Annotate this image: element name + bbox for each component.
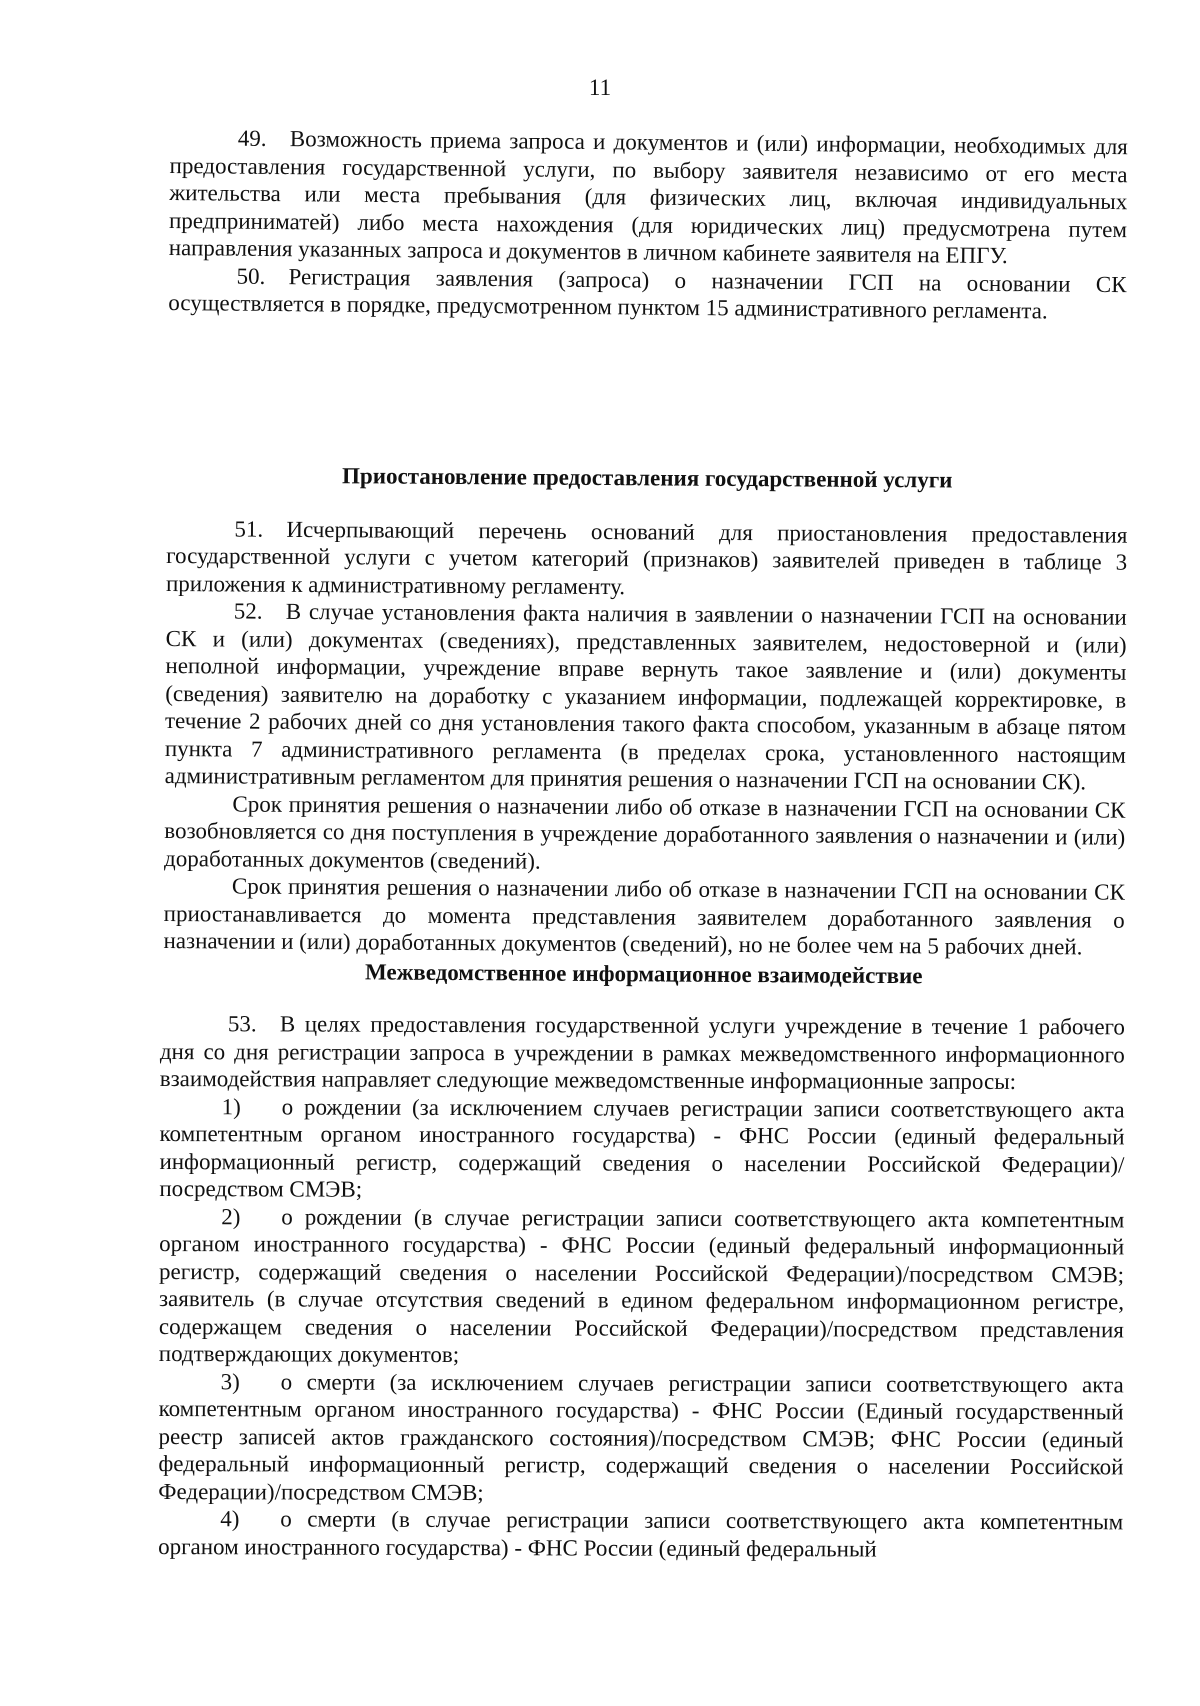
list-item-number: 3) [220, 1368, 240, 1394]
section-heading: Межведомственное информационное взаимодействие [364, 958, 923, 988]
list-item [158, 1367, 1123, 1508]
paragraph-53 [160, 1010, 1125, 1096]
paragraph-50 [168, 261, 1126, 325]
paragraph-text: В случае установления факта наличия в заявлении о назначении ГСП на основании СК и (или) документах (сведениях), представленных заявителем, недостоверной и (или) неполной информации, учреждение вправе вернуть такое заявление и (или) документы (сведения) заявителю на доработку с указанием информации, подлежащей корректировке, в течение 2 рабочих дней со дня установления такого факта способом, указанным в абзаце пятом пункта 7 административного регламента (в пределах срока, установленного настоящим административным регламентом для принятия решения о назначении ГСП на основании СК). [164, 598, 1127, 795]
paragraph-text: Возможность приема запроса и документов и (или) информации, необходимых для предоставления государственной услуги, по выбору заявителя независимо от его места жительства или места пребывания (для физических лиц, включая индивидуальных предприниматей) либо места нахождения (для юридических лиц) предусмотрена путем направления указанных запроса и документов в личном кабинете заявителя на ЕПГУ. [168, 126, 1128, 269]
paragraph-49 [169, 124, 1128, 271]
list-item-text: о смерти (в случае регистрации записи соответствующего акта компетентным органом иностранного государства) - ФНС России (единый федеральный [158, 1506, 1124, 1562]
list-item-text: о смерти (за исключением случаев регистрации записи соответствующего акта компетентным органом иностранного государства) - ФНС России (Единый государственный реестр записей актов гражданского состояния)/посредством СМЭВ; ФНС России (единый федеральный информационный регистр, содержащий сведения о населении Российской Федерации)/посредством СМЭВ; [158, 1368, 1124, 1505]
list-item-number: 2) [221, 1203, 241, 1229]
paragraph-number: 49. [237, 125, 267, 151]
paragraph-52 [165, 597, 1127, 796]
section-top [168, 124, 1128, 326]
list-item [158, 1505, 1123, 1563]
section-suspension [163, 443, 1128, 1021]
section-heading: Приостановление предоставления государственной услуги [341, 463, 953, 493]
list-item-number: 1) [221, 1093, 241, 1119]
list-item-text: о рождении (за исключением случаев регистрации записи соответствующего акта компетентным органом иностранного государства) - ФНС России (единый федеральный информационный регистр, содержащий сведения о населении Российской Федерации)/посредством СМЭВ; [159, 1093, 1125, 1202]
paragraph-number: 52. [233, 598, 263, 624]
paragraph-text: В целях предоставления государственной услуги учреждение в течение 1 рабочего дня со дня регистрации запроса в учреждении в рамках межведомственного информационного взаимодействия направляет следующие межведомственные информационные запросы: [159, 1011, 1125, 1094]
list-item [159, 1202, 1125, 1370]
paragraph-text: Исчерпывающий перечень оснований для приостановления предоставления государственной услуги с учетом категорий (признаков) заявителей приведен в таблице 3 приложения к административному регламенту. [165, 516, 1128, 599]
paragraph-51 [166, 514, 1128, 603]
page-number: 11 [588, 75, 612, 100]
paragraph-52-term-suspend: Срок принятия решения о назначении либо об отказе в назначении ГСП на основании СК приостанавливается до момента представления заявителем доработанного заявления о назначении и (или) доработанных документов (сведений), но не более чем на 5 рабочих дней. [163, 873, 1125, 960]
list-item [159, 1092, 1124, 1205]
paragraph-number: 50. [236, 263, 266, 289]
list-item-number: 4) [220, 1506, 240, 1532]
list-item-text: о рождении (в случае регистрации записи соответствующего акта компетентным органом иностранного государства) - ФНС России (единый федеральный информационный регистр, содержащий сведения о населении Российской Федерации)/посредством СМЭВ; заявитель (в случае отсутствия сведений в едином федеральном информационном регистре, содержащем сведения о населении Российской Федерации)/посредством представления подтверждающих документов; [158, 1203, 1125, 1368]
paragraph-text: Регистрация заявления (запроса) о назначении ГСП на основании СК осуществляется в порядке, предусмотренном пунктом 15 административного регламента. [168, 263, 1127, 324]
paragraph-52-term-resume: Срок принятия решения о назначении либо об отказе в назначении ГСП на основании СК возобновляется со дня поступления в учреждение доработанного заявления о назначении и (или) доработанных документов (сведений). [164, 790, 1126, 874]
paragraph-number: 53. [227, 1011, 257, 1037]
paragraph-number: 51. [234, 515, 264, 542]
section-interagency [158, 1010, 1125, 1563]
